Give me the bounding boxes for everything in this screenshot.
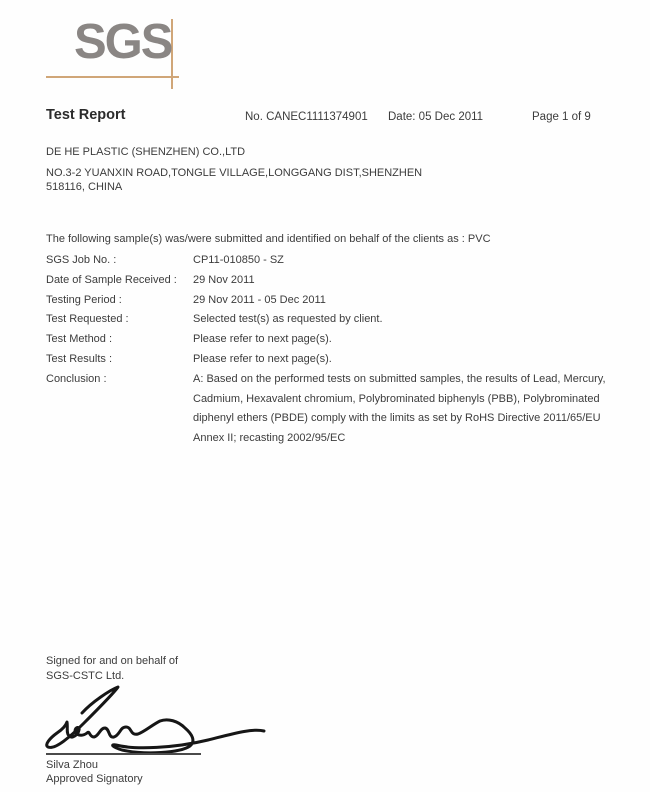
- logo-horizontal-line: [46, 76, 179, 78]
- signature-statement-line1: Signed for and on behalf of: [46, 655, 179, 667]
- report-fields: [46, 251, 624, 449]
- handwritten-signature: [40, 683, 270, 757]
- client-address-line1: NO.3-2 YUANXIN ROAD,TONGLE VILLAGE,LONGGANG DIST,SHENZHEN: [46, 167, 423, 179]
- sgs-logo: [30, 10, 210, 105]
- field-label: Testing Period :: [46, 293, 122, 306]
- field-label: Conclusion :: [46, 372, 107, 385]
- field-label: Test Results :: [46, 352, 113, 365]
- field-value: Please refer to next page(s).: [193, 352, 332, 365]
- field-row-conclusion: [46, 370, 624, 449]
- field-value: Please refer to next page(s).: [193, 333, 332, 346]
- report-date: Date: 05 Dec 2011: [388, 111, 484, 123]
- signatory-title: Approved Signatory: [46, 773, 143, 785]
- signature-statement-line2: SGS-CSTC Ltd.: [46, 670, 125, 682]
- signatory-name: Silva Zhou: [46, 759, 98, 771]
- page-indicator: Page 1 of 9: [532, 111, 591, 123]
- field-label: SGS Job No. :: [46, 254, 117, 266]
- report-title: Test Report: [46, 107, 126, 123]
- client-address-line2: 518116, CHINA: [46, 180, 123, 193]
- field-row-test-results: [46, 350, 624, 370]
- field-row-test-method: [46, 330, 624, 350]
- field-row-sgs-job-no: [46, 251, 624, 271]
- signature-statement: [46, 654, 178, 684]
- field-value: A: Based on the performed tests on submitted samples, the results of Lead, Mercury, Cadmium, Hexavalent chromium, Polybrominated biphenyls (PBB), Polybrominated diphenyl ethers (PBDE) comply with the limits as set by RoHS Directive 2011/65/EU Annex II; recasting 2002/95/EC: [193, 372, 606, 445]
- field-value: CP11-010850 - SZ: [193, 254, 284, 266]
- field-value: 29 Nov 2011 - 05 Dec 2011: [193, 293, 326, 306]
- field-row-testing-period: [46, 291, 624, 311]
- field-row-date-received: [46, 271, 624, 291]
- field-row-test-requested: [46, 310, 624, 330]
- sgs-logo-text: SGS: [74, 15, 172, 69]
- field-label: Test Requested :: [46, 313, 129, 326]
- sample-identification-text: The following sample(s) was/were submitted and identified on behalf of the clients as : PVC: [46, 233, 491, 245]
- client-address: [46, 167, 606, 194]
- report-number: No. CANEC1111374901: [245, 111, 368, 123]
- signature-underline: [46, 753, 201, 755]
- field-value: 29 Nov 2011: [193, 273, 255, 286]
- field-label: Test Method :: [46, 333, 113, 346]
- field-value: Selected test(s) as requested by client.: [193, 313, 383, 326]
- client-name: DE HE PLASTIC (SHENZHEN) CO.,LTD: [46, 146, 246, 158]
- field-label: Date of Sample Received :: [46, 273, 177, 286]
